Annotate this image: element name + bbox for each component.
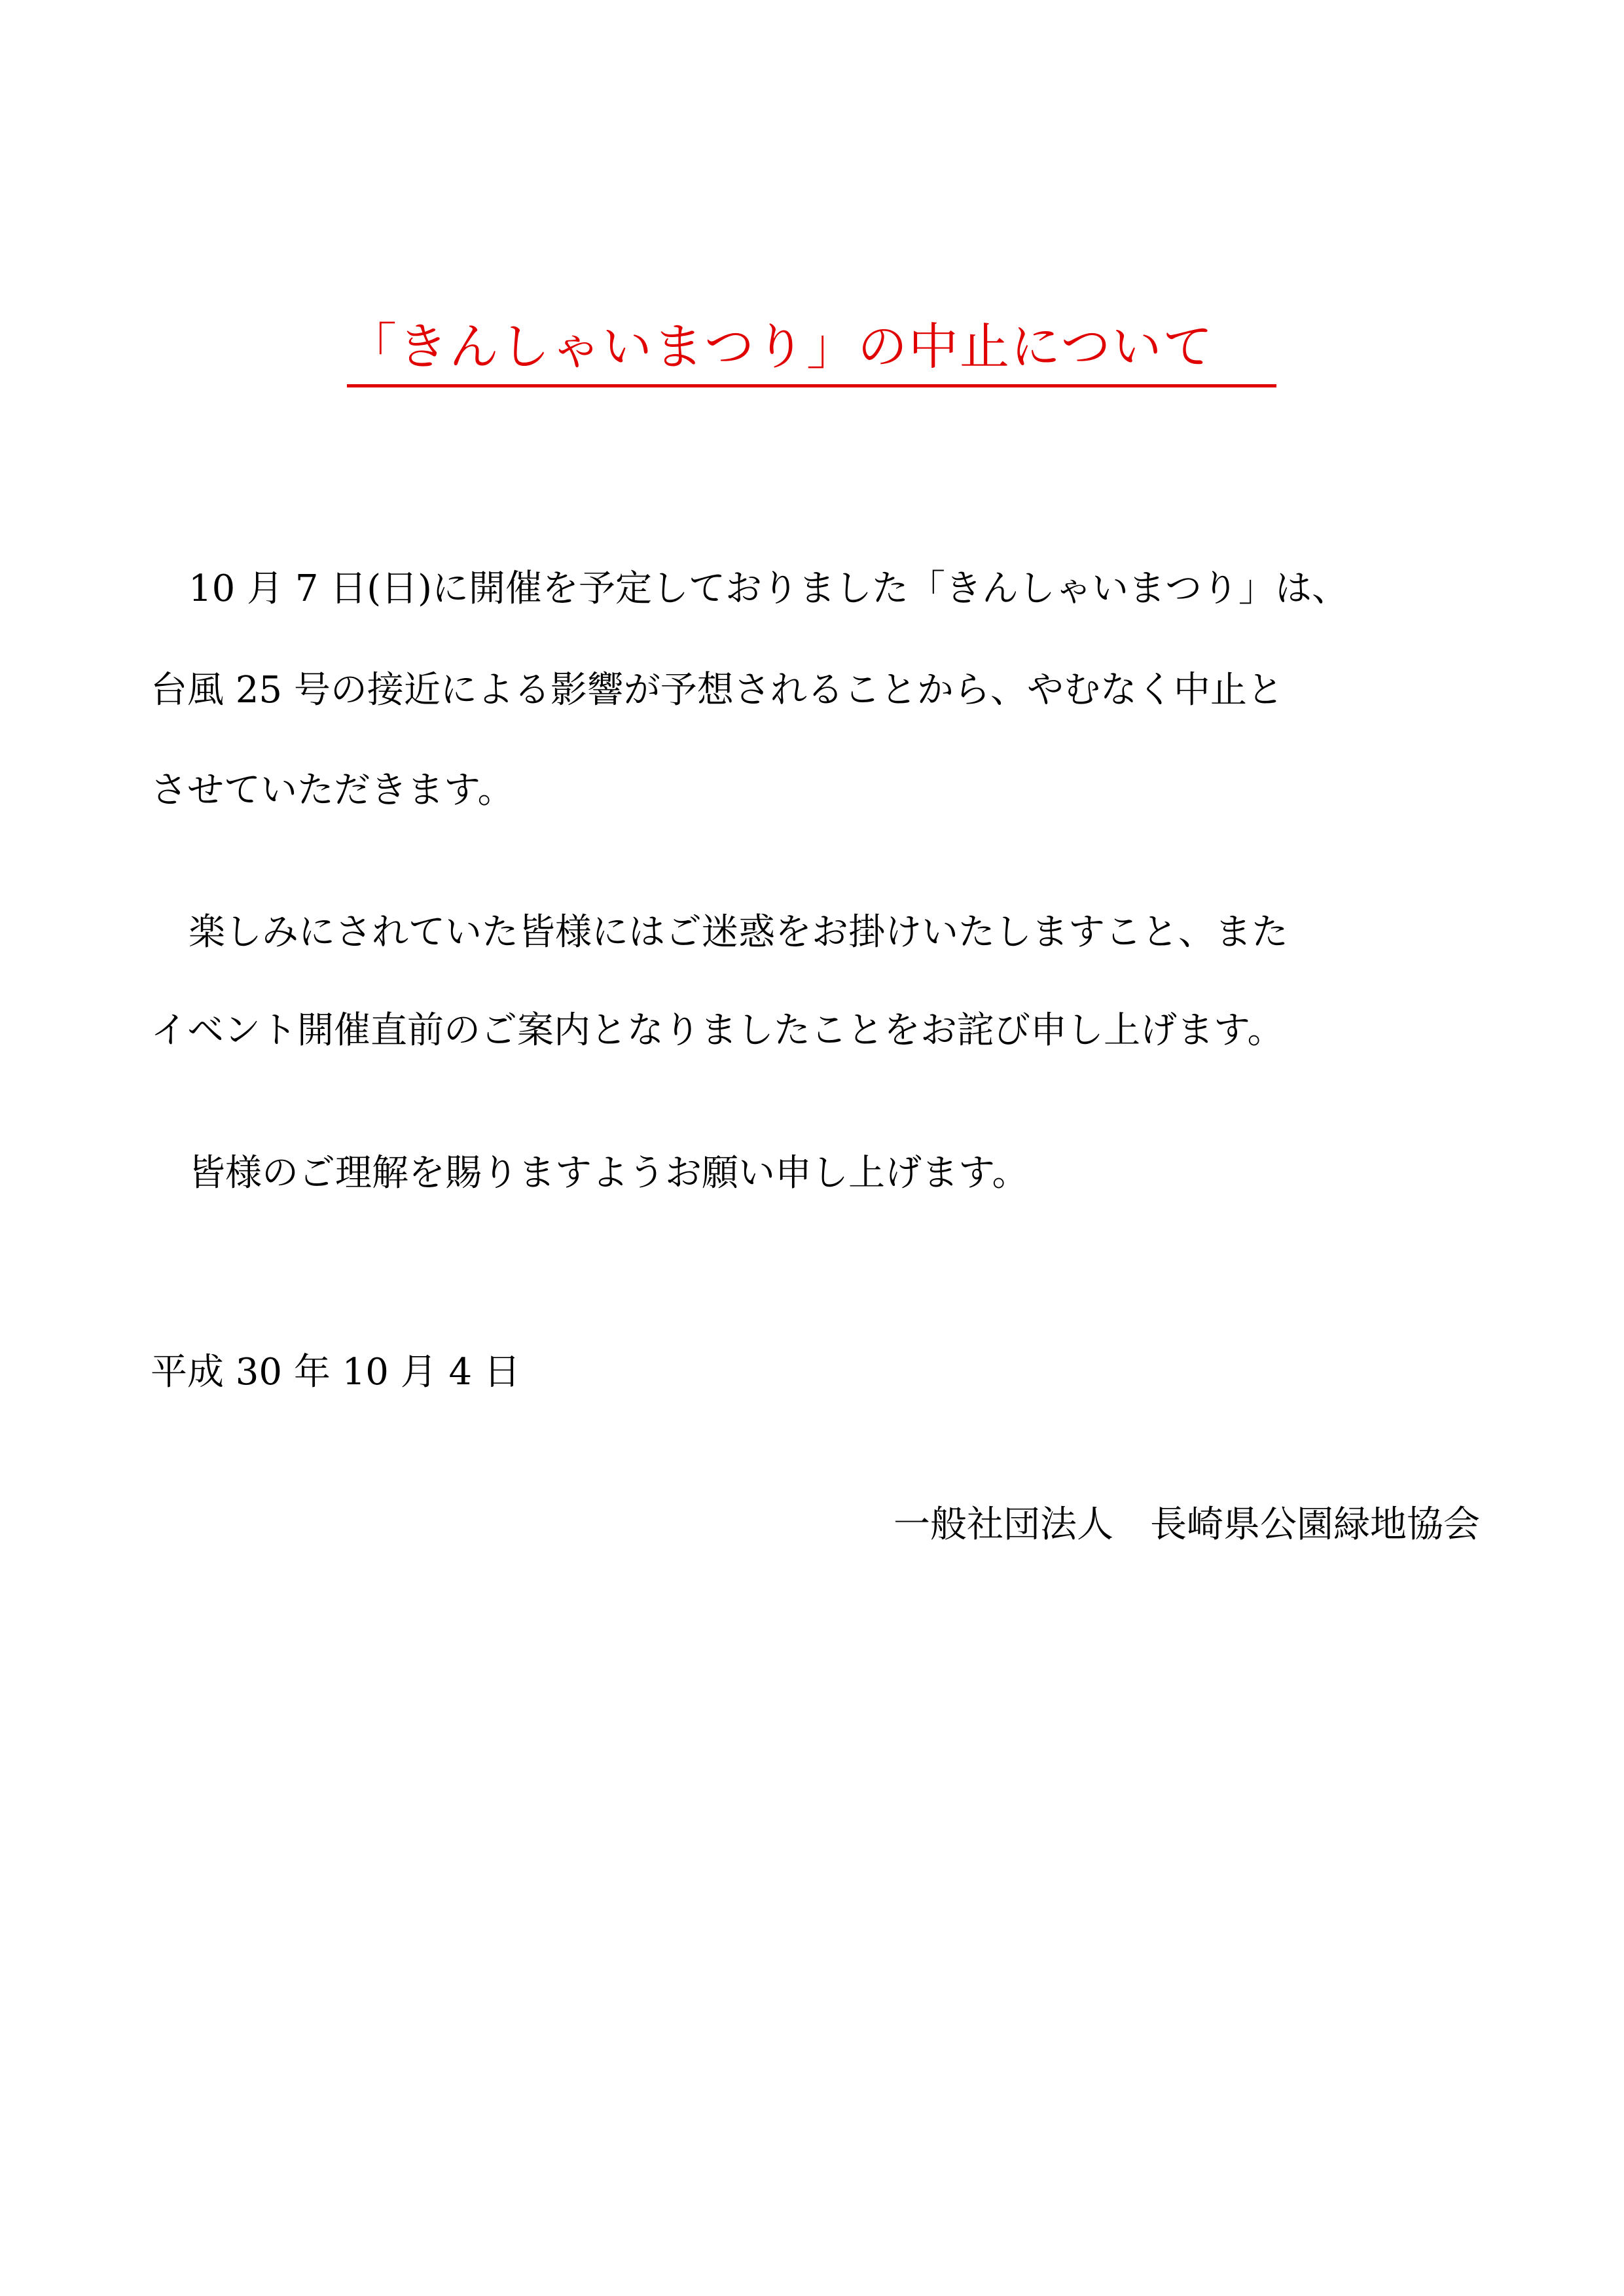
paragraph1-line3: させていただきます。 [151,769,514,812]
paragraph1-line2: 台風 25 号の接近による影響が予想されることから、やむなく中止と [151,669,1284,711]
organization-name: 一般社団法人 長崎県公園緑地協会 [893,1503,1480,1546]
paragraph2-line1: 楽しみにされていた皆様にはご迷惑をお掛けいたしますこと、また [189,911,1288,954]
paragraph3-line1: 皆様のご理解を賜りますようお願い申し上げます。 [189,1152,1029,1194]
paragraph2-line2: イベント開催直前のご案内となりましたことをお詫び申し上げます。 [151,1009,1284,1052]
page-title: 「きんしゃいまつり」の中止について [347,311,1276,387]
paragraph1-line1: 10 月 7 日(日)に開催を予定しておりました「きんしゃいまつり」は、 [189,567,1348,610]
issue-date: 平成 30 年 10 月 4 日 [151,1351,520,1393]
